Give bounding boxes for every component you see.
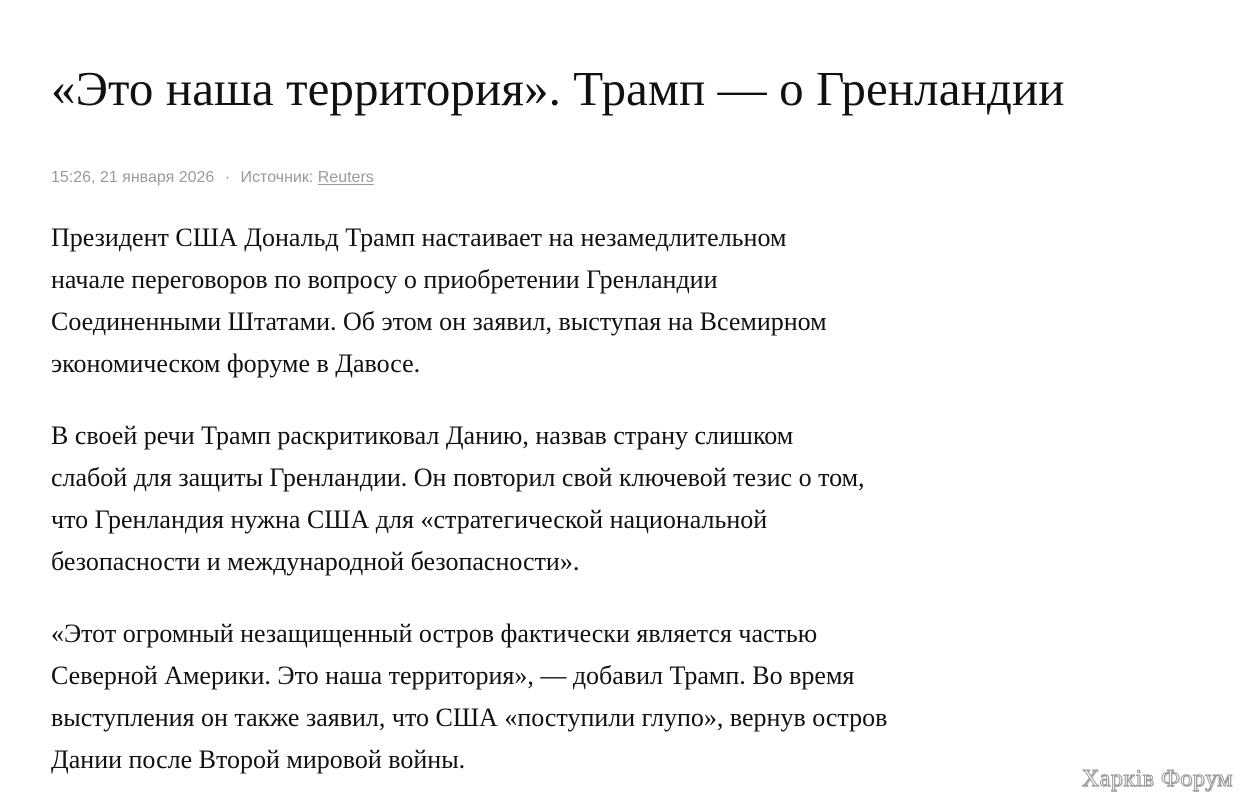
publish-datetime: 15:26, 21 января 2026	[51, 169, 215, 186]
article-paragraph	[51, 613, 1031, 781]
paragraph-line: что Гренландия нужна США для «стратегической национальной	[51, 505, 768, 534]
paragraph-line: слабой для защиты Гренландии. Он повторил свой ключевой тезис о том,	[51, 463, 865, 492]
paragraph-line: В своей речи Трамп раскритиковал Данию, назвав страну слишком	[51, 421, 794, 450]
paragraph-line: экономическом форуме в Давосе.	[51, 349, 421, 378]
paragraph-line: Президент США Дональд Трамп настаивает на незамедлительном	[51, 223, 787, 252]
article-paragraph	[51, 217, 1031, 385]
source-link[interactable]: Reuters	[317, 169, 374, 186]
article-paragraph	[51, 415, 1031, 583]
meta-separator: ·	[224, 169, 231, 186]
paragraph-line: Дании после Второй мировой войны.	[51, 745, 466, 774]
watermark-logo: Харків Форум	[1081, 766, 1233, 792]
paragraph-line: «Этот огромный незащищенный остров фактически является частью	[51, 619, 818, 648]
paragraph-line: Соединенными Штатами. Об этом он заявил, выступая на Всемирном	[51, 307, 827, 336]
paragraph-line: Северной Америки. Это наша территория», — добавил Трамп. Во время	[51, 661, 855, 690]
paragraph-line: начале переговоров по вопросу о приобретении Гренландии	[51, 265, 718, 294]
paragraph-line: выступления он также заявил, что США «поступили глупо», вернув остров	[51, 703, 888, 732]
article-meta	[51, 167, 374, 189]
source-label: Источник:	[240, 169, 314, 186]
paragraph-line: безопасности и международной безопасности».	[51, 547, 580, 576]
article-title: «Это наша территория». Трамп — о Гренландии	[51, 61, 1065, 116]
